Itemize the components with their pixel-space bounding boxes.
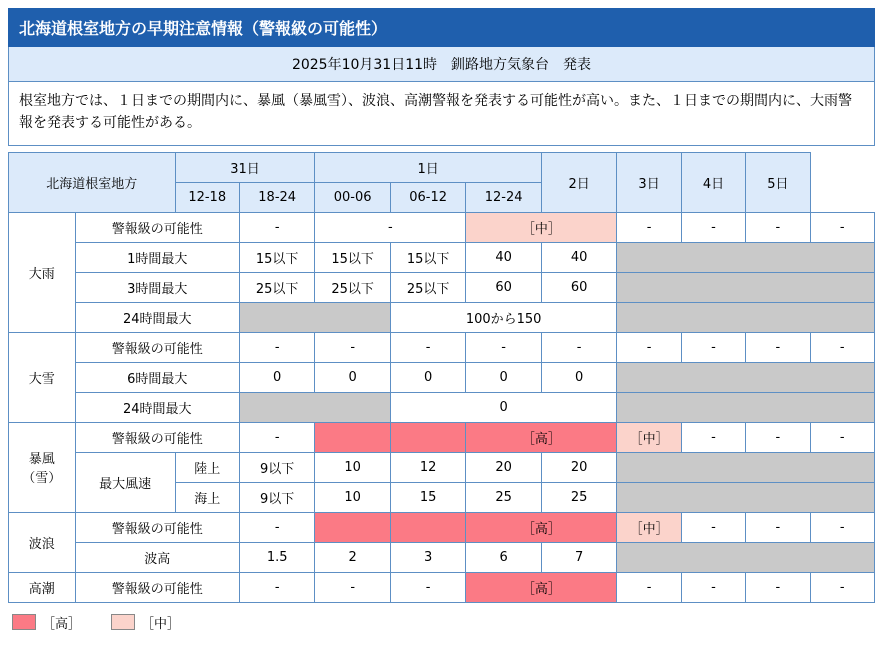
- data-cell: 40: [541, 242, 616, 272]
- data-cell: 25以下: [315, 272, 390, 302]
- forecast-comment: 根室地方では、１日までの期間内に、暴風（暴風雪）、波浪、高潮警報を発表する可能性が高い。また、１日までの期間内に、大雨警報を発表する可能性がある。: [8, 82, 875, 146]
- data-cell: ［高］: [466, 422, 617, 452]
- data-cell: -: [617, 572, 681, 602]
- data-cell: 20: [466, 452, 542, 482]
- table-row: [9, 242, 875, 272]
- data-cell: 3: [390, 542, 465, 572]
- legend-high-swatch: [12, 614, 36, 630]
- data-cell: ［中］: [466, 212, 617, 242]
- data-cell: -: [746, 512, 810, 542]
- legend-high-label: ［高］: [42, 616, 82, 632]
- data-cell: -: [315, 212, 466, 242]
- category-label: 高潮: [9, 572, 76, 602]
- data-cell: [390, 422, 465, 452]
- later-day-header: 2日: [541, 152, 616, 212]
- data-cell: -: [681, 212, 745, 242]
- data-cell: 20: [541, 452, 616, 482]
- data-cell: [239, 392, 390, 422]
- category-label: 大雨: [9, 212, 76, 332]
- data-cell: -: [746, 422, 810, 452]
- data-cell: -: [617, 212, 681, 242]
- data-cell: -: [681, 512, 745, 542]
- data-cell: 100から150: [390, 302, 616, 332]
- data-cell: [315, 422, 390, 452]
- time-slot-header: 12-18: [175, 182, 239, 212]
- category-label: 暴風 （雪）: [9, 422, 76, 512]
- data-cell: [617, 452, 875, 482]
- table-row: [9, 542, 875, 572]
- data-cell: [617, 542, 875, 572]
- data-cell: -: [810, 572, 874, 602]
- data-cell: 40: [466, 242, 542, 272]
- row-label: 警報級の可能性: [75, 422, 239, 452]
- day-group-header: 1日: [315, 152, 541, 182]
- row-label: 3時間最大: [75, 272, 239, 302]
- later-day-header: 3日: [617, 152, 681, 212]
- data-cell: -: [681, 332, 745, 362]
- data-cell: -: [541, 332, 616, 362]
- table-row: [9, 572, 875, 602]
- table-row: [9, 332, 875, 362]
- row-label: 警報級の可能性: [75, 512, 239, 542]
- category-label: 大雪: [9, 332, 76, 422]
- data-cell: [617, 272, 875, 302]
- table-row: [9, 212, 875, 242]
- data-cell: -: [810, 212, 874, 242]
- data-cell: -: [810, 422, 874, 452]
- data-cell: 25: [466, 482, 542, 512]
- row-sublabel: 陸上: [175, 452, 239, 482]
- data-cell: [617, 242, 875, 272]
- data-cell: -: [617, 332, 681, 362]
- data-cell: 0: [239, 362, 315, 392]
- data-cell: 12: [390, 452, 465, 482]
- data-cell: -: [239, 332, 315, 362]
- data-cell: 15以下: [239, 242, 315, 272]
- data-cell: 25以下: [390, 272, 465, 302]
- data-cell: ［中］: [617, 512, 681, 542]
- time-slot-header: 12-24: [466, 182, 542, 212]
- data-cell: -: [239, 422, 315, 452]
- row-sublabel: 海上: [175, 482, 239, 512]
- data-cell: 0: [390, 362, 465, 392]
- data-cell: -: [315, 572, 390, 602]
- data-cell: 0: [541, 362, 616, 392]
- data-cell: -: [239, 212, 315, 242]
- data-cell: 0: [390, 392, 616, 422]
- data-cell: 1.5: [239, 542, 315, 572]
- data-cell: -: [239, 572, 315, 602]
- data-cell: 7: [541, 542, 616, 572]
- data-cell: 15以下: [390, 242, 465, 272]
- issue-time: 2025年10月31日11時 釧路地方気象台 発表: [8, 47, 875, 82]
- row-label: 6時間最大: [75, 362, 239, 392]
- data-cell: ［高］: [466, 512, 617, 542]
- table-row: [9, 422, 875, 452]
- table-row: [9, 452, 875, 482]
- row-label: 波高: [75, 542, 239, 572]
- table-row: [9, 392, 875, 422]
- data-cell: [617, 482, 875, 512]
- warning-table: [8, 152, 875, 603]
- legend-mid-label: ［中］: [141, 616, 181, 632]
- data-cell: 60: [541, 272, 616, 302]
- data-cell: -: [466, 332, 542, 362]
- data-cell: [315, 512, 390, 542]
- data-cell: ［中］: [617, 422, 681, 452]
- table-row: [9, 302, 875, 332]
- data-cell: [239, 302, 390, 332]
- data-cell: 2: [315, 542, 390, 572]
- data-cell: -: [810, 512, 874, 542]
- row-label: 1時間最大: [75, 242, 239, 272]
- data-cell: [617, 302, 875, 332]
- data-cell: 10: [315, 452, 390, 482]
- table-row: [9, 272, 875, 302]
- row-label: 警報級の可能性: [75, 332, 239, 362]
- data-cell: 9以下: [239, 452, 315, 482]
- time-slot-header: 18-24: [239, 182, 315, 212]
- data-cell: 6: [466, 542, 542, 572]
- legend-mid-swatch: [111, 614, 135, 630]
- data-cell: 15以下: [315, 242, 390, 272]
- table-row: [9, 362, 875, 392]
- data-cell: 0: [315, 362, 390, 392]
- table-row: [9, 512, 875, 542]
- data-cell: 9以下: [239, 482, 315, 512]
- data-cell: -: [681, 422, 745, 452]
- data-cell: 25以下: [239, 272, 315, 302]
- later-day-header: 5日: [746, 152, 810, 212]
- later-day-header: 4日: [681, 152, 745, 212]
- data-cell: -: [746, 332, 810, 362]
- region-label: 北海道根室地方: [9, 152, 176, 212]
- data-cell: -: [390, 572, 465, 602]
- data-cell: 60: [466, 272, 542, 302]
- row-label: 警報級の可能性: [75, 212, 239, 242]
- page-title: 北海道根室地方の早期注意情報（警報級の可能性）: [8, 8, 875, 47]
- data-cell: -: [315, 332, 390, 362]
- data-cell: -: [681, 572, 745, 602]
- data-cell: -: [390, 332, 465, 362]
- row-label: 最大風速: [75, 452, 175, 512]
- data-cell: [390, 512, 465, 542]
- data-cell: ［高］: [466, 572, 617, 602]
- category-label: 波浪: [9, 512, 76, 572]
- data-cell: [617, 392, 875, 422]
- data-cell: -: [746, 212, 810, 242]
- data-cell: -: [239, 512, 315, 542]
- data-cell: [617, 362, 875, 392]
- data-cell: 25: [541, 482, 616, 512]
- data-cell: -: [810, 332, 874, 362]
- data-cell: 0: [466, 362, 542, 392]
- row-label: 24時間最大: [75, 302, 239, 332]
- legend: [8, 613, 875, 632]
- day-group-header: 31日: [175, 152, 315, 182]
- row-label: 警報級の可能性: [75, 572, 239, 602]
- time-slot-header: 06-12: [390, 182, 465, 212]
- time-slot-header: 00-06: [315, 182, 390, 212]
- data-cell: -: [746, 572, 810, 602]
- row-label: 24時間最大: [75, 392, 239, 422]
- data-cell: 10: [315, 482, 390, 512]
- data-cell: 15: [390, 482, 465, 512]
